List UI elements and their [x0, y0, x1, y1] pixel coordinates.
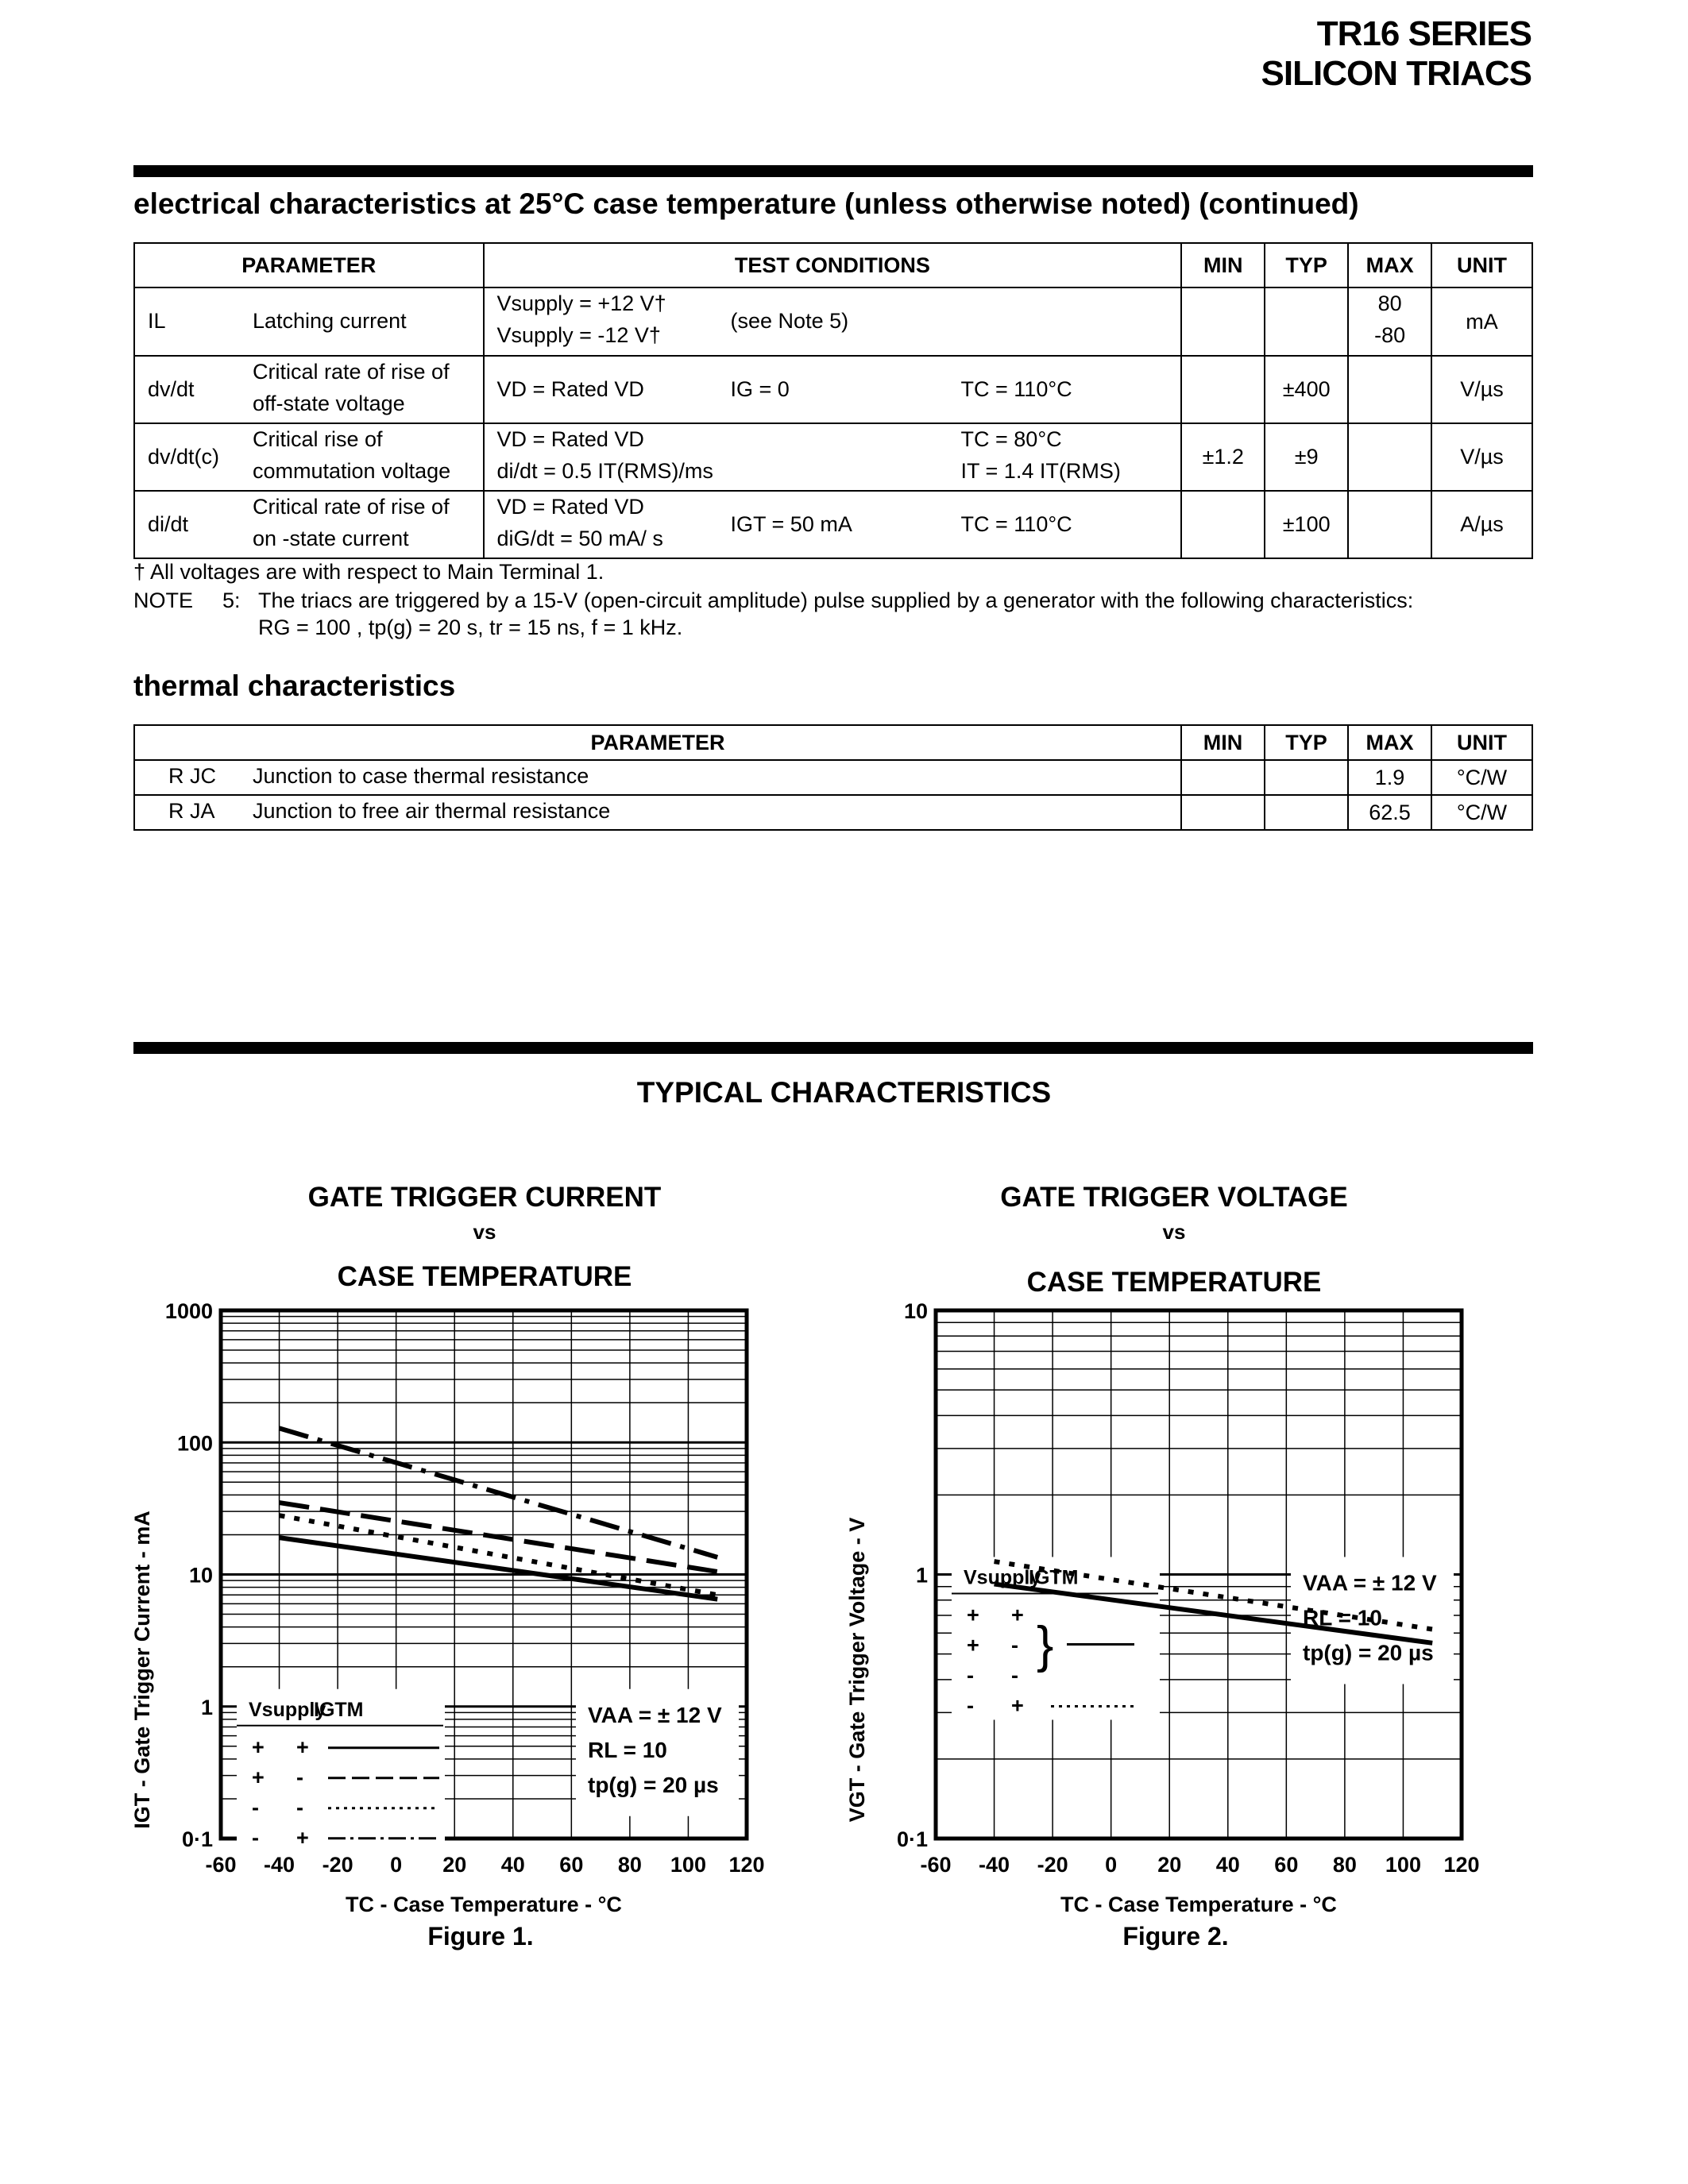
symbol: dv/dt	[148, 377, 195, 401]
condition: VD = Rated VD	[496, 377, 644, 401]
chart2-legend-igtm: +	[1011, 1693, 1024, 1718]
min-value: ±1.2	[1181, 423, 1265, 491]
chart1-subtitle: CASE TEMPERATURE	[337, 1261, 632, 1292]
typ-value: ±100	[1265, 491, 1348, 558]
chart2-condition-text: VAA = ± 12 V	[1303, 1570, 1437, 1596]
chart1-legend-igtm: +	[296, 1825, 309, 1850]
chart1-legend-vsupply: -	[252, 1825, 259, 1850]
chart2-condition-text: tp(g) = 20 µs	[1303, 1640, 1434, 1665]
col-unit: UNIT	[1431, 243, 1532, 287]
chart2-x-tick-label: 120	[1443, 1853, 1480, 1877]
chart2-legend-vsupply-header: Vsupply	[964, 1566, 1041, 1589]
middle-rule	[133, 1042, 1533, 1054]
parameter-text: commutation voltage	[253, 459, 451, 483]
chart1-series-line	[280, 1515, 718, 1595]
chart1-title: GATE TRIGGER CURRENT	[307, 1182, 662, 1213]
unit-value: V/µs	[1431, 356, 1532, 423]
chart1-y-tick-label: 0·1	[181, 1827, 213, 1851]
col-parameter: PARAMETER	[134, 725, 1181, 760]
symbol: dv/dt(c)	[148, 445, 220, 469]
chart2-x-tick-label: 20	[1157, 1853, 1182, 1877]
parameter-text: Junction to case thermal resistance	[253, 764, 589, 788]
chart2-plot	[834, 1287, 1501, 1930]
thermal-table	[133, 724, 1533, 831]
chart2-x-tick-label: -20	[1037, 1853, 1068, 1877]
chart2-x-tick-label: -60	[920, 1853, 952, 1877]
chart1-y-axis-label: IGT - Gate Trigger Current - mA	[130, 1511, 154, 1829]
condition: VD = Rated VD	[496, 495, 644, 519]
chart1-series-line	[280, 1538, 718, 1599]
table-row	[134, 760, 1532, 795]
chart1-x-axis-label: TC - Case Temperature - °C	[346, 1893, 622, 1916]
chart1-condition-text: RL = 10	[588, 1737, 667, 1762]
thermal-section-title: thermal characteristics	[133, 669, 456, 702]
parameter-text: Critical rise of	[253, 427, 383, 451]
chart2-x-tick-label: 40	[1215, 1853, 1240, 1877]
chart2-y-tick-label: 10	[903, 1299, 928, 1323]
max-value	[1348, 356, 1431, 423]
chart2-y-tick-label: 1	[915, 1563, 928, 1588]
condition: (see Note 5)	[730, 309, 849, 333]
electrical-section-title: electrical characteristics at 25°C case temperature (unless otherwise noted) (continued)	[133, 187, 1359, 220]
chart1-vs: vs	[473, 1220, 496, 1244]
series-title: TR16 SERIES	[1316, 14, 1532, 53]
chart1-legend-igtm: +	[296, 1734, 309, 1759]
table-row	[134, 423, 1532, 491]
max-value: -80	[1374, 323, 1406, 347]
table-row	[134, 491, 1532, 558]
chart1-x-tick-label: -20	[322, 1853, 353, 1877]
chart1-legend-vsupply-header: Vsupply	[249, 1698, 326, 1721]
parameter-text: Critical rate of rise of	[253, 360, 450, 384]
table-row	[134, 795, 1532, 830]
chart2-subtitle: CASE TEMPERATURE	[1026, 1267, 1322, 1298]
condition: TC = 110°C	[960, 512, 1072, 536]
chart1-legend-vsupply: -	[252, 1795, 259, 1819]
typ-value: ±400	[1265, 356, 1348, 423]
col-typ: TYP	[1265, 725, 1348, 760]
condition: IGT = 50 mA	[730, 512, 852, 536]
chart1-y-tick-label: 100	[176, 1431, 213, 1456]
chart1-x-tick-label: 80	[617, 1853, 642, 1877]
unit-value: mA	[1431, 287, 1532, 356]
note-text: The triacs are triggered by a 15-V (open-circuit amplitude) pulse supplied by a generator with the following characteristics:	[258, 588, 1414, 612]
chart2-legend-igtm: -	[1011, 1633, 1018, 1657]
condition: Vsupply = -12 V†	[496, 323, 661, 347]
unit-value: °C/W	[1431, 760, 1532, 795]
parameter-text: Latching current	[253, 309, 407, 333]
chart2-x-tick-label: 0	[1105, 1853, 1118, 1877]
note-label: NOTE	[133, 588, 194, 612]
col-max: MAX	[1348, 243, 1431, 287]
chart1-legend-igtm: -	[296, 1795, 303, 1819]
col-parameter: PARAMETER	[134, 243, 484, 287]
max-value: 80	[1377, 291, 1402, 315]
unit-value: °C/W	[1431, 795, 1532, 830]
chart1-legend-vsupply: +	[252, 1765, 265, 1789]
chart2-y-tick-label: 0·1	[896, 1827, 928, 1851]
chart1-y-tick-label: 10	[188, 1563, 213, 1588]
col-test-conditions: TEST CONDITIONS	[484, 243, 1182, 287]
col-unit: UNIT	[1431, 725, 1532, 760]
table-row	[134, 287, 1532, 356]
chart1-condition-text: VAA = ± 12 V	[588, 1702, 722, 1727]
min-value	[1181, 287, 1265, 356]
electrical-table	[133, 242, 1533, 559]
col-typ: TYP	[1265, 243, 1348, 287]
col-max: MAX	[1348, 725, 1431, 760]
condition: TC = 110°C	[960, 377, 1072, 401]
typ-value: ±9	[1265, 423, 1348, 491]
typical-title: TYPICAL CHARACTERISTICS	[636, 1076, 1052, 1109]
table-row	[134, 356, 1532, 423]
symbol: IL	[148, 309, 166, 333]
chart2-legend-igtm-header: IGTM	[1029, 1566, 1079, 1589]
footnote: † All voltages are with respect to Main Terminal 1.	[133, 560, 605, 584]
unit-value: A/µs	[1431, 491, 1532, 558]
chart1-y-tick-label: 1	[200, 1695, 213, 1719]
parameter-text: on -state current	[253, 527, 409, 550]
chart1-condition-text: tp(g) = 20 µs	[588, 1772, 719, 1797]
chart1-legend-igtm: -	[296, 1765, 303, 1789]
col-min: MIN	[1181, 243, 1265, 287]
chart2-x-tick-label: 60	[1274, 1853, 1299, 1877]
chart2-y-axis-label: VGT - Gate Trigger Voltage - V	[845, 1517, 869, 1823]
symbol: R JA	[168, 799, 215, 823]
unit-value: V/µs	[1431, 423, 1532, 491]
symbol: R JC	[168, 764, 216, 788]
chart2-x-tick-label: -40	[979, 1853, 1010, 1877]
condition: di/dt = 0.5 IT(RMS)/ms	[496, 459, 713, 483]
max-value: 62.5	[1348, 795, 1431, 830]
chart1-legend-igtm-header: IGTM	[314, 1698, 364, 1721]
chart1-figure-label: Figure 1.	[427, 1922, 534, 1951]
chart1-x-tick-label: 20	[442, 1853, 467, 1877]
note-number: 5:	[222, 588, 241, 612]
max-value: 1.9	[1348, 760, 1431, 795]
condition: IT = 1.4 IT(RMS)	[960, 459, 1121, 483]
condition: IG = 0	[730, 377, 790, 401]
typ-value	[1265, 287, 1348, 356]
condition: TC = 80°C	[960, 427, 1062, 451]
chart2-legend-igtm: +	[1011, 1603, 1024, 1627]
top-rule	[133, 165, 1533, 177]
chart1-x-tick-label: 120	[728, 1853, 765, 1877]
chart1-x-tick-label: 40	[500, 1853, 525, 1877]
condition: Vsupply = +12 V†	[496, 291, 666, 315]
chart1-x-tick-label: -60	[205, 1853, 237, 1877]
condition: VD = Rated VD	[496, 427, 644, 451]
chart2-figure-label: Figure 2.	[1122, 1922, 1229, 1951]
chart2-legend-vsupply: +	[967, 1603, 979, 1627]
chart1-x-tick-label: 100	[670, 1853, 706, 1877]
chart1-x-tick-label: -40	[264, 1853, 295, 1877]
parameter-text: off-state voltage	[253, 392, 405, 415]
col-min: MIN	[1181, 725, 1265, 760]
chart2-legend-vsupply: -	[967, 1693, 974, 1718]
condition: diG/dt = 50 mA/ s	[496, 527, 663, 550]
parameter-text: Junction to free air thermal resistance	[253, 799, 611, 823]
note-text-line2: RG = 100 , tp(g) = 20 s, tr = 15 ns, f = 1 kHz.	[258, 615, 683, 639]
chart2-title: GATE TRIGGER VOLTAGE	[1000, 1182, 1348, 1213]
chart2-legend-igtm: -	[1011, 1663, 1018, 1688]
product-title: SILICON TRIACS	[1261, 54, 1532, 93]
chart1-legend-vsupply: +	[252, 1734, 265, 1759]
chart1-x-tick-label: 0	[390, 1853, 403, 1877]
min-value	[1181, 356, 1265, 423]
chart1-y-tick-label: 1000	[164, 1299, 213, 1323]
chart2-x-tick-label: 80	[1332, 1853, 1357, 1877]
chart1-x-tick-label: 60	[559, 1853, 584, 1877]
min-value	[1181, 491, 1265, 558]
max-value	[1348, 423, 1431, 491]
chart2-x-axis-label: TC - Case Temperature - °C	[1060, 1893, 1337, 1916]
chart2-legend-vsupply: -	[967, 1663, 974, 1688]
symbol: di/dt	[148, 512, 189, 536]
chart1-plot	[119, 1287, 786, 1930]
chart2-legend-vsupply: +	[967, 1633, 979, 1657]
chart2-legend-brace: }	[1037, 1615, 1054, 1673]
max-value	[1348, 491, 1431, 558]
chart2-vs: vs	[1162, 1220, 1186, 1244]
parameter-text: Critical rate of rise of	[253, 495, 450, 519]
chart2-x-tick-label: 100	[1385, 1853, 1421, 1877]
chart2-condition-text: RL = 10	[1303, 1605, 1382, 1630]
